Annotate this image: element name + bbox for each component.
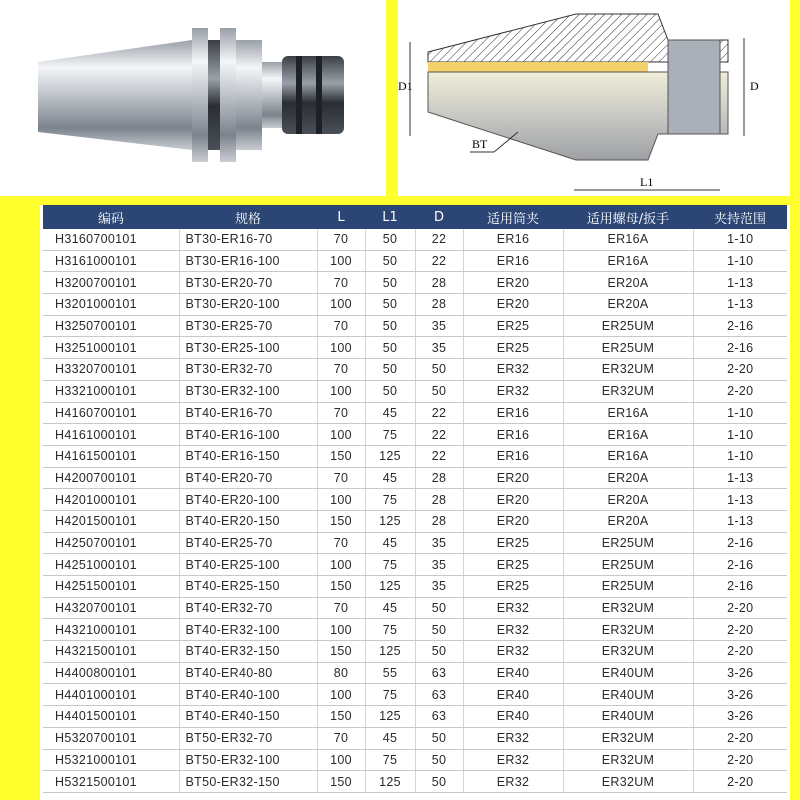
- nut-section: [668, 40, 720, 134]
- bt-label: BT: [472, 137, 488, 151]
- cell-collet: ER32: [463, 359, 563, 381]
- collar: [236, 40, 262, 150]
- cell-l: 100: [317, 380, 365, 402]
- cell-code: H3320700101: [43, 359, 179, 381]
- cell-l: 100: [317, 619, 365, 641]
- cell-collet: ER20: [463, 467, 563, 489]
- cell-d: 50: [415, 771, 463, 793]
- cell-nut-wrench: ER16A: [563, 424, 693, 446]
- header-spec: 规格: [179, 205, 317, 229]
- cell-clamp-range: 2-16: [693, 554, 787, 576]
- header-nut-wrench: 适用螺母/扳手: [563, 205, 693, 229]
- cell-code: H4160700101: [43, 402, 179, 424]
- cell-clamp-range: 1-13: [693, 294, 787, 316]
- cell-code: H4401500101: [43, 706, 179, 728]
- table-row: [43, 510, 787, 532]
- cell-spec: BT40-ER20-100: [179, 489, 317, 511]
- cell-d: 22: [415, 250, 463, 272]
- cell-spec: BT50-ER32-70: [179, 727, 317, 749]
- cell-spec: BT30-ER16-70: [179, 229, 317, 250]
- cell-collet: ER40: [463, 662, 563, 684]
- table-row: [43, 250, 787, 272]
- cell-clamp-range: 1-10: [693, 445, 787, 467]
- cell-collet: ER20: [463, 272, 563, 294]
- cell-spec: BT40-ER20-70: [179, 467, 317, 489]
- cell-spec: BT30-ER20-70: [179, 272, 317, 294]
- table-row: [43, 294, 787, 316]
- cell-l1: 75: [365, 424, 415, 446]
- cell-clamp-range: 2-20: [693, 771, 787, 793]
- cell-l: 100: [317, 749, 365, 771]
- cell-code: H5321000101: [43, 749, 179, 771]
- table-row: [43, 576, 787, 598]
- cell-d: 63: [415, 684, 463, 706]
- cell-collet: ER32: [463, 619, 563, 641]
- cell-clamp-range: 2-16: [693, 337, 787, 359]
- header-l: L: [317, 205, 365, 229]
- table-row: [43, 489, 787, 511]
- cell-spec: BT40-ER40-100: [179, 684, 317, 706]
- cell-l: 150: [317, 771, 365, 793]
- table-row: [43, 662, 787, 684]
- cell-l1: 50: [365, 272, 415, 294]
- cell-d: 35: [415, 337, 463, 359]
- cell-nut-wrench: ER25UM: [563, 576, 693, 598]
- cell-l: 150: [317, 445, 365, 467]
- cell-nut-wrench: ER20A: [563, 294, 693, 316]
- cell-l1: 125: [365, 706, 415, 728]
- cell-nut-wrench: ER32UM: [563, 771, 693, 793]
- cell-spec: BT40-ER40-150: [179, 706, 317, 728]
- cell-l1: 45: [365, 727, 415, 749]
- cell-code: H3201000101: [43, 294, 179, 316]
- cell-code: H4200700101: [43, 467, 179, 489]
- cell-l: 70: [317, 727, 365, 749]
- table-row: [43, 424, 787, 446]
- cell-collet: ER25: [463, 337, 563, 359]
- cell-collet: ER25: [463, 315, 563, 337]
- cell-collet: ER20: [463, 489, 563, 511]
- cell-spec: BT40-ER32-150: [179, 641, 317, 663]
- cell-code: H4321500101: [43, 641, 179, 663]
- cell-code: H4320700101: [43, 597, 179, 619]
- cell-collet: ER40: [463, 706, 563, 728]
- cell-l: 70: [317, 272, 365, 294]
- cell-spec: BT40-ER40-80: [179, 662, 317, 684]
- cell-spec: BT30-ER32-70: [179, 359, 317, 381]
- cell-spec: BT30-ER25-100: [179, 337, 317, 359]
- cell-d: 35: [415, 315, 463, 337]
- table-row: [43, 706, 787, 728]
- cell-nut-wrench: ER25UM: [563, 532, 693, 554]
- tool-holder-illustration: [0, 0, 386, 196]
- cell-clamp-range: 2-16: [693, 532, 787, 554]
- table-row: [43, 467, 787, 489]
- cell-d: 50: [415, 749, 463, 771]
- cell-spec: BT50-ER32-100: [179, 749, 317, 771]
- cell-d: 28: [415, 294, 463, 316]
- cell-nut-wrench: ER16A: [563, 250, 693, 272]
- cell-clamp-range: 2-20: [693, 380, 787, 402]
- table-row: [43, 229, 787, 250]
- table-row: [43, 771, 787, 793]
- header-code: 编码: [43, 205, 179, 229]
- table-row: [43, 684, 787, 706]
- cell-spec: BT40-ER16-70: [179, 402, 317, 424]
- cell-spec: BT30-ER20-100: [179, 294, 317, 316]
- cell-spec: BT40-ER25-70: [179, 532, 317, 554]
- cell-d: 22: [415, 229, 463, 250]
- cell-l1: 45: [365, 597, 415, 619]
- cell-code: H4401000101: [43, 684, 179, 706]
- cell-l: 70: [317, 315, 365, 337]
- header-clamp-range: 夹持范围: [693, 205, 787, 229]
- cell-spec: BT30-ER32-100: [179, 380, 317, 402]
- cell-clamp-range: 1-13: [693, 489, 787, 511]
- cell-l: 150: [317, 576, 365, 598]
- cell-d: 50: [415, 359, 463, 381]
- table-row: [43, 641, 787, 663]
- cell-l1: 50: [365, 380, 415, 402]
- cell-collet: ER16: [463, 445, 563, 467]
- cell-l1: 75: [365, 489, 415, 511]
- cell-spec: BT40-ER16-150: [179, 445, 317, 467]
- spec-table: [43, 205, 787, 793]
- cell-code: H4251500101: [43, 576, 179, 598]
- cell-nut-wrench: ER32UM: [563, 380, 693, 402]
- cell-spec: BT50-ER32-150: [179, 771, 317, 793]
- cell-code: H5321500101: [43, 771, 179, 793]
- cell-clamp-range: 2-20: [693, 619, 787, 641]
- cell-code: H3321000101: [43, 380, 179, 402]
- cell-nut-wrench: ER32UM: [563, 619, 693, 641]
- table-row: [43, 380, 787, 402]
- cell-d: 22: [415, 445, 463, 467]
- cell-d: 50: [415, 597, 463, 619]
- cell-nut-wrench: ER16A: [563, 229, 693, 250]
- cell-code: H4250700101: [43, 532, 179, 554]
- cell-collet: ER32: [463, 727, 563, 749]
- cell-l: 100: [317, 684, 365, 706]
- cell-l: 100: [317, 489, 365, 511]
- cell-clamp-range: 3-26: [693, 662, 787, 684]
- cell-d: 22: [415, 424, 463, 446]
- cell-clamp-range: 1-13: [693, 272, 787, 294]
- cell-nut-wrench: ER40UM: [563, 662, 693, 684]
- cell-clamp-range: 2-20: [693, 727, 787, 749]
- cell-l: 100: [317, 424, 365, 446]
- cell-spec: BT40-ER32-100: [179, 619, 317, 641]
- cell-nut-wrench: ER32UM: [563, 727, 693, 749]
- cell-clamp-range: 1-10: [693, 250, 787, 272]
- cell-d: 28: [415, 510, 463, 532]
- table-row: [43, 619, 787, 641]
- table-row: [43, 445, 787, 467]
- cell-l1: 75: [365, 619, 415, 641]
- table-row: [43, 402, 787, 424]
- header-collet: 适用筒夹: [463, 205, 563, 229]
- cell-code: H4251000101: [43, 554, 179, 576]
- neck: [262, 62, 282, 128]
- cell-code: H3250700101: [43, 315, 179, 337]
- cell-l: 80: [317, 662, 365, 684]
- d1-label: D1: [398, 79, 413, 93]
- cell-d: 35: [415, 576, 463, 598]
- cell-nut-wrench: ER16A: [563, 402, 693, 424]
- cell-l1: 50: [365, 250, 415, 272]
- table-row: [43, 727, 787, 749]
- flange-ring-2: [220, 28, 236, 162]
- cell-nut-wrench: ER40UM: [563, 706, 693, 728]
- table-row: [43, 272, 787, 294]
- cell-code: H3160700101: [43, 229, 179, 250]
- cell-spec: BT40-ER20-150: [179, 510, 317, 532]
- cell-d: 35: [415, 532, 463, 554]
- cell-code: H3161000101: [43, 250, 179, 272]
- cell-code: H3251000101: [43, 337, 179, 359]
- cell-d: 35: [415, 554, 463, 576]
- cell-nut-wrench: ER20A: [563, 510, 693, 532]
- cell-spec: BT30-ER16-100: [179, 250, 317, 272]
- table-row: [43, 315, 787, 337]
- tool-holder-photo: [0, 0, 386, 196]
- cell-nut-wrench: ER32UM: [563, 749, 693, 771]
- table-row: [43, 749, 787, 771]
- cell-code: H4400800101: [43, 662, 179, 684]
- cell-l: 70: [317, 467, 365, 489]
- technical-drawing: [398, 0, 790, 196]
- cell-d: 28: [415, 272, 463, 294]
- cell-l1: 125: [365, 510, 415, 532]
- table-row: [43, 597, 787, 619]
- cell-d: 50: [415, 641, 463, 663]
- cell-collet: ER16: [463, 229, 563, 250]
- flange-ring-1: [192, 28, 208, 162]
- cell-l1: 125: [365, 445, 415, 467]
- header-d: D: [415, 205, 463, 229]
- cell-collet: ER25: [463, 576, 563, 598]
- cell-collet: ER16: [463, 402, 563, 424]
- cell-collet: ER32: [463, 641, 563, 663]
- cell-clamp-range: 1-10: [693, 424, 787, 446]
- cell-nut-wrench: ER20A: [563, 467, 693, 489]
- cell-code: H4201500101: [43, 510, 179, 532]
- table-row: [43, 532, 787, 554]
- cell-collet: ER25: [463, 554, 563, 576]
- cell-clamp-range: 2-20: [693, 749, 787, 771]
- cell-collet: ER25: [463, 532, 563, 554]
- cell-collet: ER32: [463, 597, 563, 619]
- cell-l1: 50: [365, 294, 415, 316]
- table-body: [43, 229, 787, 792]
- cell-l: 70: [317, 359, 365, 381]
- cell-code: H4321000101: [43, 619, 179, 641]
- cell-spec: BT40-ER32-70: [179, 597, 317, 619]
- table-row: [43, 337, 787, 359]
- cell-nut-wrench: ER16A: [563, 445, 693, 467]
- cell-l: 100: [317, 294, 365, 316]
- cell-l: 70: [317, 597, 365, 619]
- cell-l: 150: [317, 706, 365, 728]
- cell-nut-wrench: ER25UM: [563, 554, 693, 576]
- cell-d: 50: [415, 380, 463, 402]
- flange-groove: [208, 40, 220, 150]
- cell-clamp-range: 2-20: [693, 641, 787, 663]
- cell-spec: BT40-ER25-150: [179, 576, 317, 598]
- cell-l: 100: [317, 337, 365, 359]
- section-drawing: [398, 0, 790, 196]
- cell-collet: ER32: [463, 771, 563, 793]
- cell-l1: 75: [365, 749, 415, 771]
- cell-l1: 45: [365, 532, 415, 554]
- cell-nut-wrench: ER20A: [563, 272, 693, 294]
- cell-l1: 125: [365, 641, 415, 663]
- cell-l: 100: [317, 554, 365, 576]
- header-l1: L1: [365, 205, 415, 229]
- cell-l: 150: [317, 641, 365, 663]
- cell-collet: ER40: [463, 684, 563, 706]
- cell-d: 63: [415, 706, 463, 728]
- cell-l1: 50: [365, 229, 415, 250]
- cell-collet: ER20: [463, 294, 563, 316]
- cell-d: 22: [415, 402, 463, 424]
- cell-clamp-range: 1-10: [693, 229, 787, 250]
- cell-l: 70: [317, 229, 365, 250]
- cell-nut-wrench: ER25UM: [563, 315, 693, 337]
- cell-d: 28: [415, 467, 463, 489]
- cell-collet: ER20: [463, 510, 563, 532]
- cell-code: H4161000101: [43, 424, 179, 446]
- cell-collet: ER16: [463, 250, 563, 272]
- cell-l1: 50: [365, 359, 415, 381]
- cell-collet: ER32: [463, 380, 563, 402]
- cell-l1: 75: [365, 554, 415, 576]
- cell-d: 63: [415, 662, 463, 684]
- cell-clamp-range: 2-16: [693, 576, 787, 598]
- cell-l: 100: [317, 250, 365, 272]
- collet-nut: [282, 56, 344, 134]
- cell-d: 28: [415, 489, 463, 511]
- cell-nut-wrench: ER40UM: [563, 684, 693, 706]
- cell-l1: 55: [365, 662, 415, 684]
- cell-l1: 50: [365, 337, 415, 359]
- cell-nut-wrench: ER25UM: [563, 337, 693, 359]
- cell-code: H4161500101: [43, 445, 179, 467]
- taper-shank: [38, 40, 192, 150]
- table-row: [43, 554, 787, 576]
- bore-highlight: [428, 62, 648, 72]
- cell-nut-wrench: ER32UM: [563, 641, 693, 663]
- cell-clamp-range: 3-26: [693, 684, 787, 706]
- cell-clamp-range: 2-20: [693, 597, 787, 619]
- cell-spec: BT40-ER16-100: [179, 424, 317, 446]
- table-row: [43, 359, 787, 381]
- cell-spec: BT40-ER25-100: [179, 554, 317, 576]
- cell-d: 50: [415, 727, 463, 749]
- cell-clamp-range: 1-13: [693, 510, 787, 532]
- cell-l1: 125: [365, 771, 415, 793]
- cell-nut-wrench: ER32UM: [563, 359, 693, 381]
- cell-clamp-range: 1-10: [693, 402, 787, 424]
- cell-l1: 50: [365, 315, 415, 337]
- spec-table-container: [40, 205, 790, 800]
- d-label: D: [750, 79, 759, 93]
- cell-collet: ER16: [463, 424, 563, 446]
- cell-l: 70: [317, 402, 365, 424]
- cell-clamp-range: 2-16: [693, 315, 787, 337]
- l1-label: L1: [640, 175, 654, 189]
- cell-code: H5320700101: [43, 727, 179, 749]
- table-header-row: [43, 205, 787, 229]
- cell-l1: 125: [365, 576, 415, 598]
- cell-code: H4201000101: [43, 489, 179, 511]
- cell-nut-wrench: ER32UM: [563, 597, 693, 619]
- cell-clamp-range: 2-20: [693, 359, 787, 381]
- cell-collet: ER32: [463, 749, 563, 771]
- cell-l: 70: [317, 532, 365, 554]
- cell-l: 150: [317, 510, 365, 532]
- cell-l1: 45: [365, 402, 415, 424]
- cell-code: H3200700101: [43, 272, 179, 294]
- cell-clamp-range: 1-13: [693, 467, 787, 489]
- cell-l1: 45: [365, 467, 415, 489]
- cell-d: 50: [415, 619, 463, 641]
- cell-nut-wrench: ER20A: [563, 489, 693, 511]
- cell-spec: BT30-ER25-70: [179, 315, 317, 337]
- cell-clamp-range: 3-26: [693, 706, 787, 728]
- cell-l1: 75: [365, 684, 415, 706]
